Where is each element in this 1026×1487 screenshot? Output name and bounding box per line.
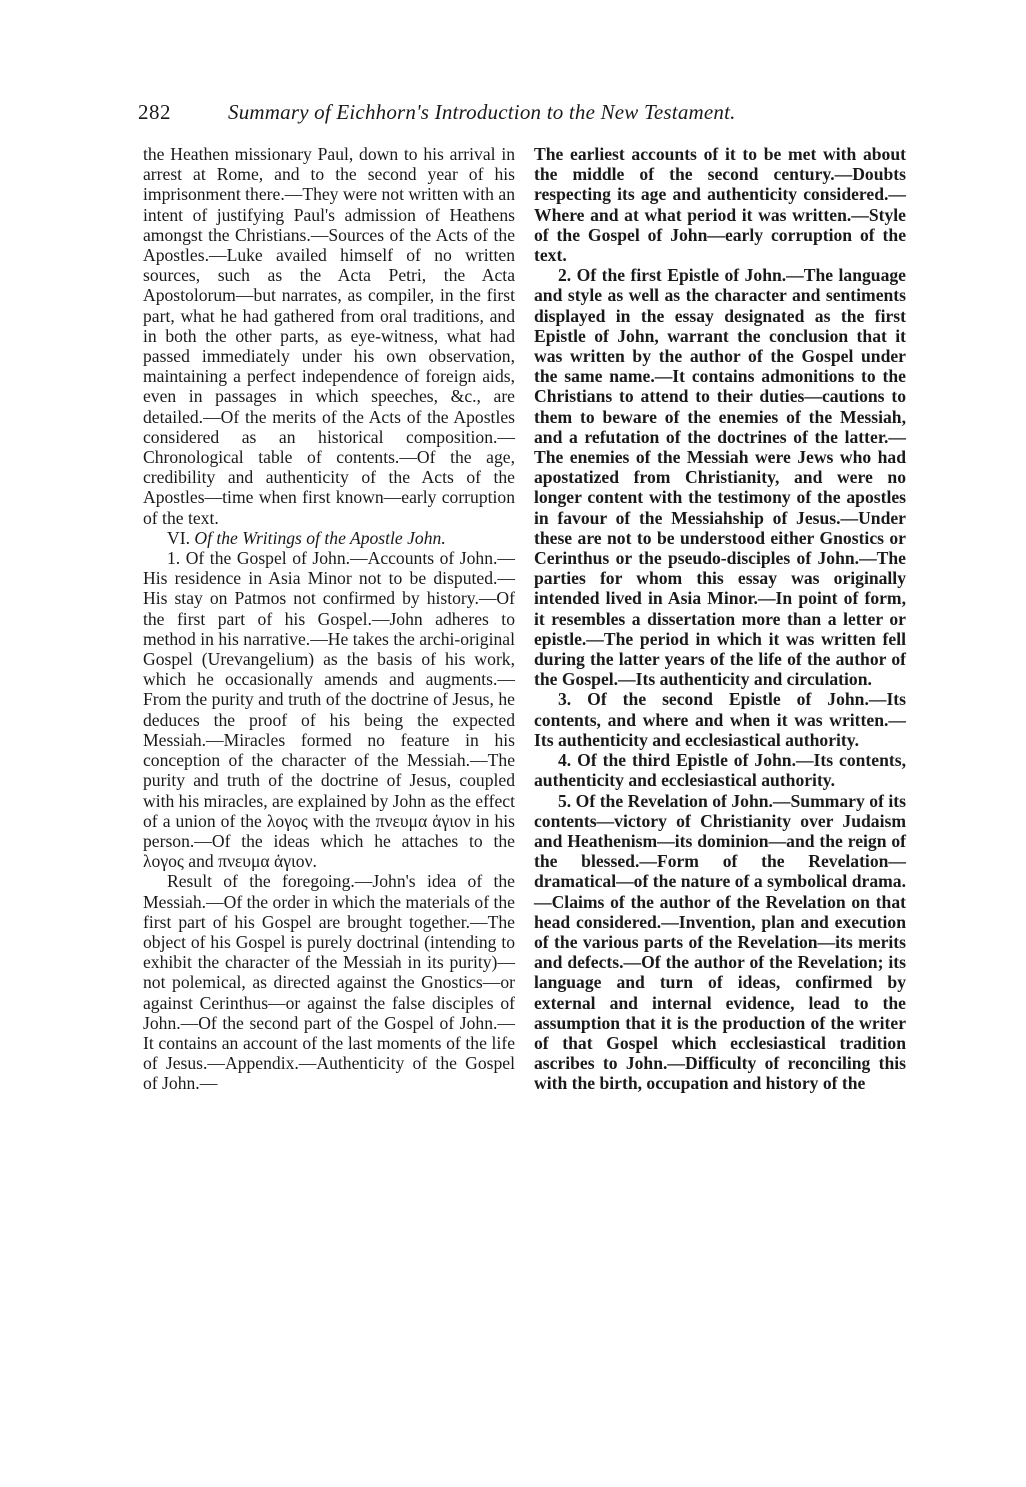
result-paragraph: Result of the foregoing.—John's idea of the Messiah.—Of the order in which the materials of the first part of his Gospel are brought together.—The object of his Gospel is purely doctrinal (intending to exhibit the character of the Messiah in its purity)—not polemical, as directed against the Gnostics—or against Cerinthus—or against the false disciples of John.—Of the second part of the Gospel of John.—It contains an account of the last moments of the life of Jesus.—Appendix.—Authenticity of the Gospel of John.— (143, 871, 515, 1094)
right-paragraph-continued: The earliest accounts of it to be met with about the middle of the second century.—Doubts respecting its age and authenticity considered.—Where and at what period it was written.—Style of the Gospel of John—early corruption of the text. (534, 144, 906, 266)
section-title: Of the Writings of the Apostle John. (194, 527, 446, 548)
second-epistle-paragraph: 3. Of the second Epistle of John.—Its contents, and where and when it was written.—Its authenticity and ecclesiastical authority. (534, 689, 906, 750)
left-paragraph-continued: the Heathen missionary Paul, down to his arrival in arrest at Rome, and to the second year of his imprisonment there.—They were not written with an intent of justifying Paul's admission of Heathens amongst the Christians.—Sources of the Acts of the Apostles.—Luke availed himself of no written sources, such as the Acta Petri, the Acta Apostolorum—but narrates, as compiler, in the first part, what he had gathered from oral traditions, and in both the other parts, as eye-witness, what had passed immediately under his own observation, maintaining a perfect independence of foreign aids, even in passages in which speeches, &c., are detailed.—Of the merits of the Acts of the Apostles considered as an historical composition.—Chronological table of contents.—Of the age, credibility and authenticity of the Acts of the Apostles—time when first known—early corruption of the text. (143, 144, 515, 528)
right-column (534, 144, 906, 1094)
left-column (143, 144, 515, 1094)
third-epistle-paragraph: 4. Of the third Epistle of John.—Its contents, authenticity and ecclesiastical authority. (534, 750, 906, 791)
section-number: VI. (167, 527, 190, 548)
page-number: 282 (138, 100, 171, 124)
section-heading (143, 528, 515, 548)
gospel-of-john-paragraph: 1. Of the Gospel of John.—Accounts of John.—His residence in Asia Minor not to be disputed.—His stay on Patmos not confirmed by history.—Of the first part of his Gospel.—John adheres to method in his narrative.—He takes the archi-original Gospel (Urevangelium) as the basis of his work, which he occasionally amends and augments.—From the purity and truth of the doctrine of Jesus, he deduces the proof of his being the expected Messiah.—Miracles formed no feature in his conception of the character of the Messiah.—The purity and truth of the doctrine of Jesus, coupled with his miracles, are explained by John as the effect of a union of the λογος with the πνευμα ἁγιον in his person.—Of the ideas which he attaches to the λογος and πνευμα ἁγιον. (143, 548, 515, 872)
revelation-paragraph: 5. Of the Revelation of John.—Summary of its contents—victory of Christianity over Judaism and Heathenism—its dominion—and the reign of the blessed.—Form of the Revelation—dramatical—of the nature of a symbolical drama.—Claims of the author of the Revelation on that head considered.—Invention, plan and execution of the various parts of the Revelation—its merits and defects.—Of the author of the Revelation; its language and turn of ideas, confirmed by external and internal evidence, lead to the assumption that it is the production of the writer of that Gospel which ecclesiastical tradition ascribes to John.—Difficulty of reconciling this with the birth, occupation and history of the (534, 790, 906, 1094)
running-head (138, 100, 898, 134)
first-epistle-paragraph: 2. Of the first Epistle of John.—The language and style as well as the character and sentiments displayed in the essay designated as the first Epistle of John, warrant the conclusion that it was written by the author of the Gospel under the same name.—It contains admonitions to the Christians to attend to their duties—cautions to them to beware of the enemies of the Messiah, and a refutation of the doctrines of the latter.—The enemies of the Messiah were Jews who had apostatized from Christianity, and were no longer content with the testimony of the apostles in favour of the Messiahship of Jesus.—Under these are not to be understood either Gnostics or Cerinthus or the pseudo-disciples of John.—The parties for whom this essay was originally intended lived in Asia Minor.—In point of form, it resembles a dissertation more than a letter or epistle.—The period in which it was written fell during the latter years of the life of the author of the Gospel.—Its authenticity and circulation. (534, 265, 906, 690)
running-title: Summary of Eichhorn's Introduction to the New Testament. (228, 100, 736, 124)
